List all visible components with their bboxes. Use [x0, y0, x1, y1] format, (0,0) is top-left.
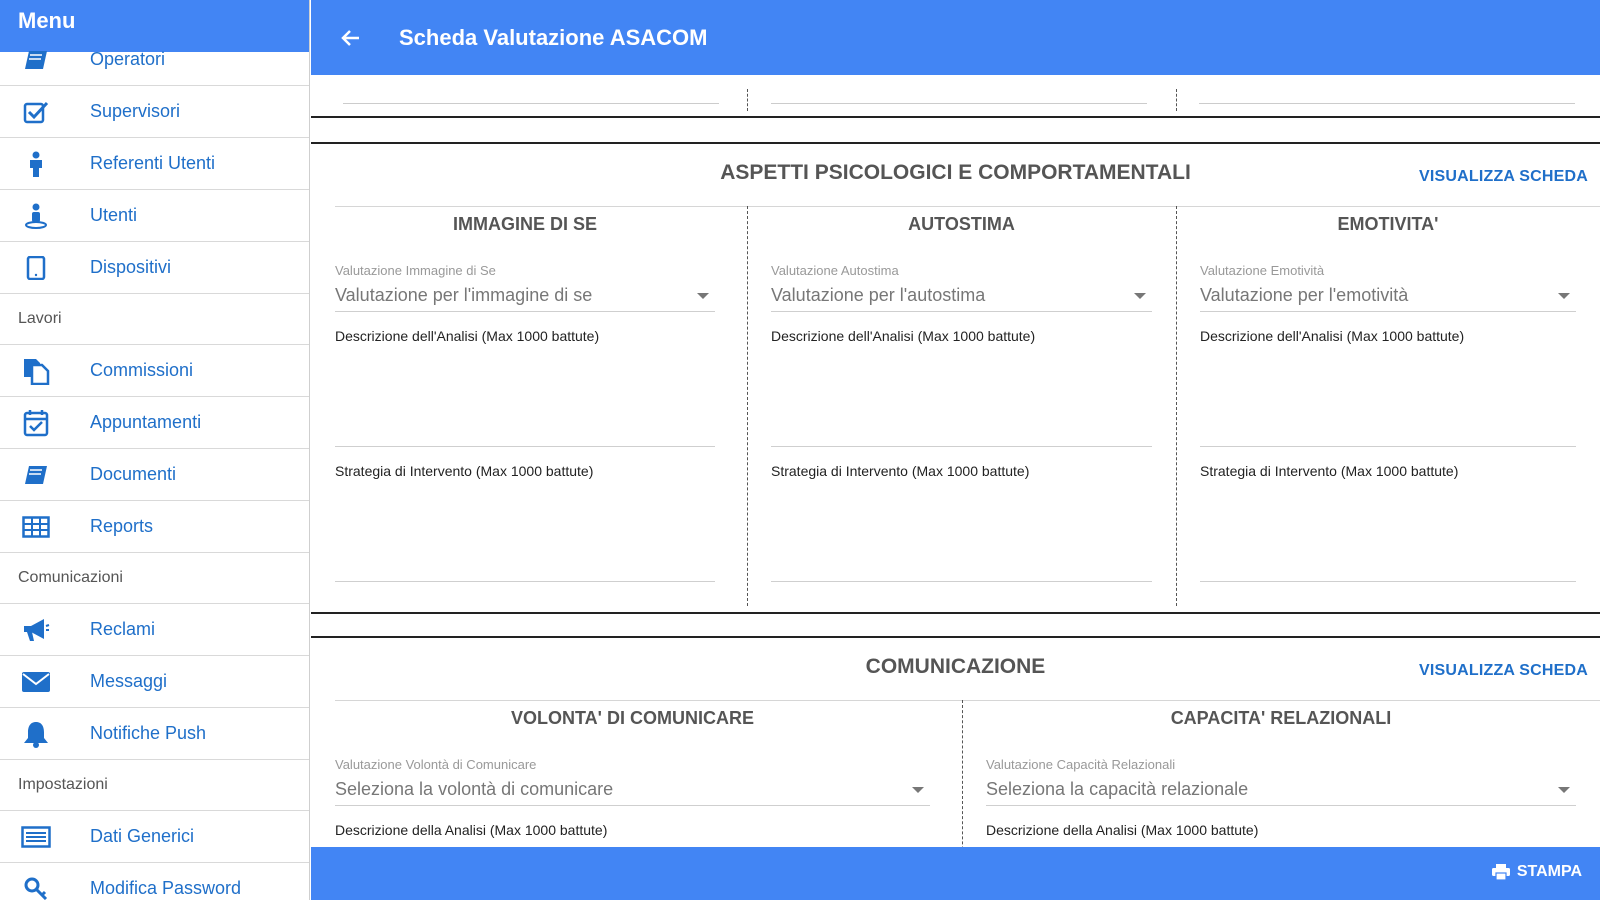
select-label: Valutazione Immagine di Se [335, 263, 496, 278]
column-divider [747, 89, 748, 111]
select-placeholder: Seleziona la capacità relazionale [986, 779, 1249, 799]
sidebar-item-commissioni[interactable] [0, 345, 309, 397]
sidebar-item-modifica-password[interactable] [0, 863, 309, 900]
textarea-label: Descrizione dell'Analisi (Max 1000 battute) [1200, 328, 1465, 344]
sidebar-item-label: Dispositivi [90, 257, 172, 277]
column-title: EMOTIVITA' [1337, 214, 1439, 234]
psico-card [311, 142, 1600, 614]
field-underline [343, 103, 719, 104]
app-header [311, 0, 1600, 75]
sidebar-item-appuntamenti[interactable] [0, 397, 309, 449]
stampa-button[interactable] [1491, 863, 1582, 881]
section-label-comunicazioni: Comunicazioni [0, 553, 309, 604]
section-label-lavori: Lavori [0, 294, 309, 345]
capacita-select[interactable] [986, 772, 1576, 806]
book-icon [0, 464, 90, 486]
caret-down-icon [912, 787, 924, 793]
previous-section-remnant [311, 75, 1600, 118]
back-button[interactable] [331, 18, 371, 58]
autostima-descrizione-textarea[interactable] [771, 344, 1152, 447]
sidebar-item-label: Commissioni [90, 360, 194, 380]
psico-column-autostima [747, 206, 1176, 582]
emotivita-descrizione-textarea[interactable] [1200, 344, 1576, 447]
sidebar [0, 0, 310, 900]
column-divider [1176, 89, 1177, 111]
stampa-label: STAMPA [1516, 863, 1582, 880]
select-label: Valutazione Capacità Relazionali [986, 757, 1176, 772]
textarea-label: Descrizione dell'Analisi (Max 1000 battute) [771, 328, 1036, 344]
sidebar-item-notifiche-push[interactable] [0, 708, 309, 760]
column-title: AUTOSTIMA [908, 214, 1015, 234]
envelope-icon [0, 671, 90, 693]
emotivita-strategia-textarea[interactable] [1200, 479, 1576, 582]
sidebar-item-label: Reports [90, 516, 154, 536]
select-placeholder: Valutazione per l'immagine di se [335, 285, 593, 305]
sidebar-item-referenti-utenti[interactable] [0, 138, 309, 190]
page-title: Scheda Valutazione ASACOM [399, 24, 708, 50]
select-label: Valutazione Autostima [771, 263, 899, 278]
sidebar-item-label: Dati Generici [90, 826, 195, 846]
footer-bar [311, 847, 1600, 900]
tablet-icon [0, 256, 90, 280]
sidebar-item-messaggi[interactable] [0, 656, 309, 708]
immagine-select[interactable] [335, 278, 715, 312]
autostima-select[interactable] [771, 278, 1152, 312]
textarea-label: Strategia di Intervento (Max 1000 battute) [1200, 463, 1459, 479]
immagine-descrizione-textarea[interactable] [335, 344, 715, 447]
textarea-label: Descrizione dell'Analisi (Max 1000 battute) [335, 328, 600, 344]
sidebar-item-label: Supervisori [90, 101, 181, 121]
main-content[interactable] [311, 75, 1600, 847]
sidebar-item-label: Utenti [90, 205, 138, 225]
column-title: IMMAGINE DI SE [452, 214, 597, 234]
psico-visualizza-scheda-link[interactable]: VISUALIZZA SCHEDA [1418, 168, 1588, 185]
volonta-select[interactable] [335, 772, 930, 806]
sidebar-item-label: Appuntamenti [90, 412, 202, 432]
comunicazione-card [311, 636, 1600, 847]
calendar-check-icon [0, 409, 90, 437]
select-label: Valutazione Volontà di Comunicare [335, 757, 537, 772]
sidebar-item-reports[interactable] [0, 501, 309, 553]
textarea-label: Descrizione della Analisi (Max 1000 battute) [335, 822, 608, 838]
section-label-impostazioni: Impostazioni [0, 760, 309, 811]
sidebar-item-label: Notifiche Push [90, 723, 207, 743]
arrow-left-icon [339, 26, 363, 50]
comunicazione-column-capacita [962, 700, 1600, 838]
megaphone-icon [0, 618, 90, 642]
sidebar-item-dispositivi[interactable] [0, 242, 309, 294]
book-icon [0, 49, 90, 71]
sidebar-item-label: Modifica Password [90, 878, 242, 898]
select-placeholder: Valutazione per l'autostima [771, 285, 986, 305]
sidebar-item-documenti[interactable] [0, 449, 309, 501]
psico-column-emotivita [1176, 206, 1600, 582]
sidebar-item-reclami[interactable] [0, 604, 309, 656]
comunicazione-visualizza-scheda-link[interactable]: VISUALIZZA SCHEDA [1418, 662, 1588, 679]
sidebar-item-supervisori[interactable] [0, 86, 309, 138]
sidebar-item-operatori[interactable] [0, 34, 309, 86]
emotivita-select[interactable] [1200, 278, 1576, 312]
caret-down-icon [1134, 293, 1146, 299]
textarea-label: Descrizione della Analisi (Max 1000 battute) [986, 822, 1259, 838]
checkbox-icon [0, 100, 90, 124]
caret-down-icon [1558, 293, 1570, 299]
bell-icon [0, 720, 90, 748]
sidebar-menu [0, 34, 309, 900]
person-icon [0, 151, 90, 177]
field-underline [1199, 103, 1575, 104]
sidebar-item-utenti[interactable] [0, 190, 309, 242]
comunicazione-card-title: COMUNICAZIONE [865, 655, 1046, 678]
sidebar-item-label: Reclami [90, 619, 156, 639]
documents-icon [0, 357, 90, 385]
comunicazione-column-volonta [311, 700, 954, 838]
autostima-strategia-textarea[interactable] [771, 479, 1152, 582]
table-icon [0, 516, 90, 538]
textarea-label: Strategia di Intervento (Max 1000 battute) [335, 463, 594, 479]
field-underline [771, 103, 1147, 104]
select-label: Valutazione Emotività [1200, 263, 1325, 278]
key-icon [0, 876, 90, 900]
column-title: CAPACITA' RELAZIONALI [1170, 708, 1392, 728]
printer-icon [1491, 863, 1511, 881]
sidebar-item-label: Operatori [90, 49, 166, 69]
sidebar-item-label: Referenti Utenti [90, 153, 216, 173]
psico-column-immagine [311, 206, 739, 582]
list-icon [0, 826, 90, 848]
select-placeholder: Valutazione per l'emotività [1200, 285, 1409, 305]
immagine-strategia-textarea[interactable] [335, 479, 715, 582]
sidebar-item-label: Messaggi [90, 671, 168, 691]
column-title: VOLONTA' DI COMUNICARE [511, 708, 754, 728]
sidebar-item-dati-generici[interactable] [0, 811, 309, 863]
sidebar-item-label: Documenti [90, 464, 177, 484]
caret-down-icon [1558, 787, 1570, 793]
caret-down-icon [697, 293, 709, 299]
psico-card-title: ASPETTI PSICOLOGICI E COMPORTAMENTALI [720, 161, 1191, 184]
select-placeholder: Seleziona la volontà di comunicare [335, 779, 614, 799]
sidebar-title: Menu [0, 0, 309, 52]
user-pin-icon [0, 203, 90, 229]
textarea-label: Strategia di Intervento (Max 1000 battute) [771, 463, 1030, 479]
